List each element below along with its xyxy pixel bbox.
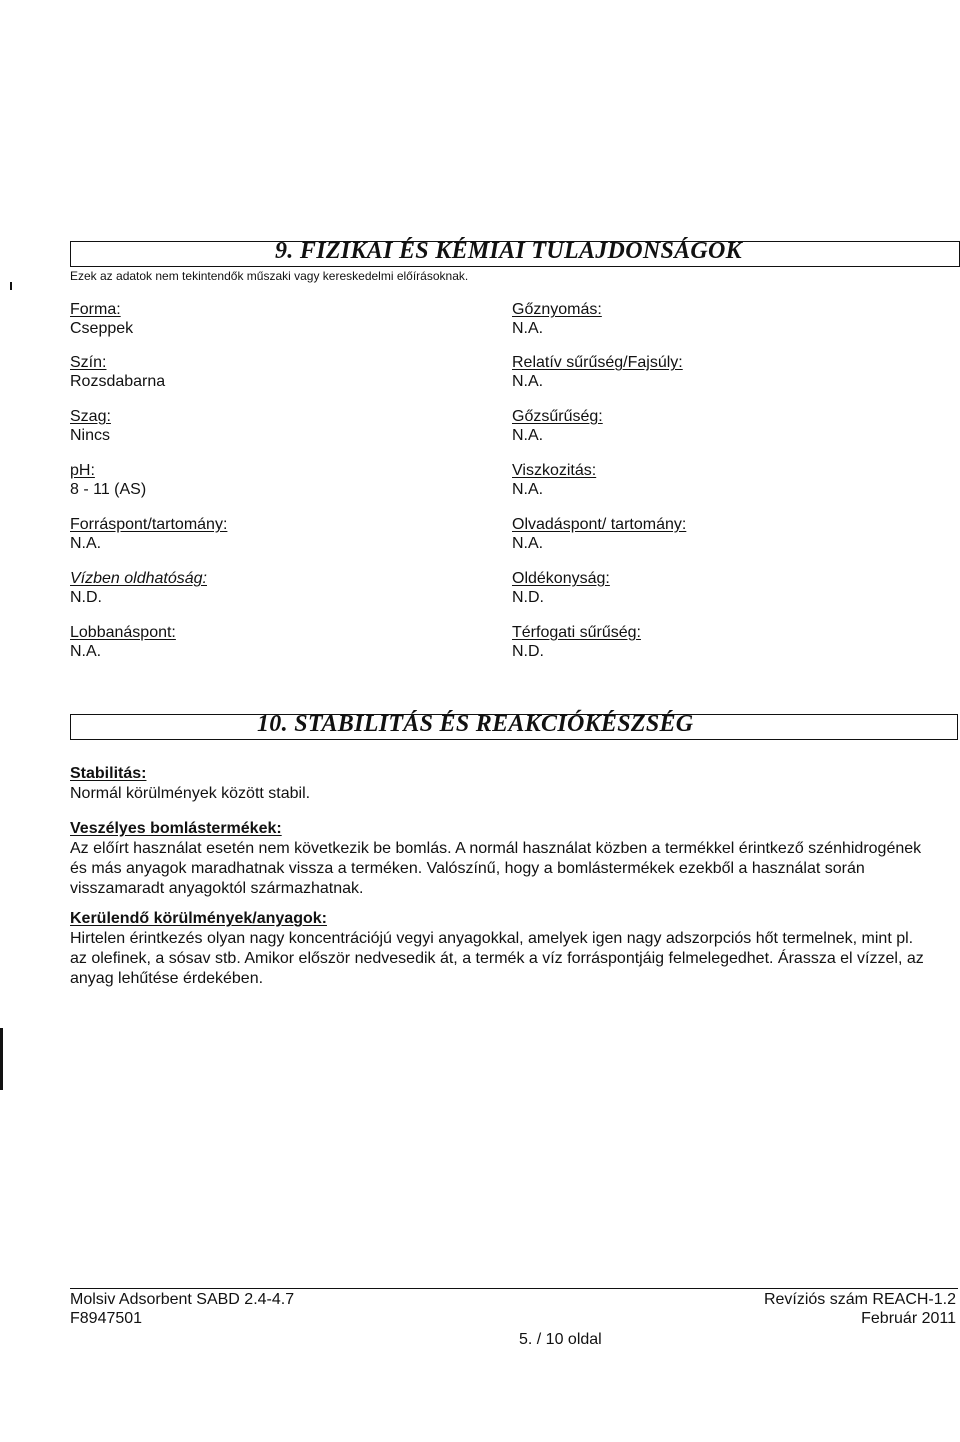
prop-label: Vízben oldhatóság: (70, 570, 207, 587)
footer-product: Molsiv Adsorbent SABD 2.4-4.7 (70, 1291, 295, 1308)
prop-color (70, 353, 400, 391)
prop-label: Térfogati sűrűség: (512, 624, 641, 641)
prop-solubility (512, 569, 842, 607)
decomposition-line: és más anyagok maradhatnak vissza a terméken. Valószínű, hogy a bomlástermékek ezekből a használat során (70, 860, 865, 877)
footer-revision: Revíziós szám REACH-1.2 (763, 1291, 956, 1308)
prop-value: N.A. (70, 535, 102, 552)
footer-date: Február 2011 (861, 1310, 956, 1327)
footer-page-number: 5. / 10 oldal (519, 1331, 602, 1348)
decomposition-line: visszamaradt anyagoktól származhatnak. (70, 880, 364, 897)
prop-value: 8 - 11 (AS) (70, 481, 147, 498)
prop-label: Forráspont/tartomány: (70, 516, 228, 533)
prop-relative-density (512, 353, 842, 391)
prop-value: N.D. (512, 643, 544, 660)
avoid-label: Kerülendő körülmények/anyagok: (70, 910, 327, 927)
prop-value: N.D. (70, 589, 102, 606)
section-9-note: Ezek az adatok nem tekintendők műszaki vagy kereskedelmi előírásoknak. (70, 269, 469, 283)
prop-label: Relatív sűrűség/Fajsúly: (512, 354, 683, 371)
prop-label: Lobbanáspont: (70, 624, 176, 641)
section-10-title: 10. STABILITÁS ÉS REAKCIÓKÉSZSÉG (257, 711, 694, 737)
prop-label: Gőzsűrűség: (512, 408, 603, 425)
prop-melting-point (512, 515, 842, 553)
prop-value: N.A. (512, 481, 544, 498)
prop-bulk-density (512, 623, 842, 661)
stability-block (70, 764, 955, 804)
prop-value: N.A. (512, 373, 544, 390)
prop-label: Gőznyomás: (512, 301, 602, 318)
avoid-block (70, 909, 955, 989)
avoid-line: Hirtelen érintkezés olyan nagy koncentrációjú vegyi anyagokkal, amelyek igen nagy adszorpciós hőt termelnek, mint pl. (70, 930, 914, 947)
prop-value: Rozsdabarna (70, 373, 166, 390)
scan-margin-mark (0, 1028, 3, 1090)
prop-label: Forma: (70, 301, 121, 318)
prop-label: pH: (70, 462, 95, 479)
decomposition-label: Veszélyes bomlástermékek: (70, 820, 282, 837)
prop-label: Olvadáspont/ tartomány: (512, 516, 687, 533)
prop-value: N.A. (512, 320, 544, 337)
prop-water-solubility (70, 569, 400, 607)
stability-label: Stabilitás: (70, 765, 147, 782)
prop-label: Oldékonyság: (512, 570, 610, 587)
prop-label: Szín: (70, 354, 107, 371)
footer-divider (70, 1288, 958, 1289)
decomposition-line: Az előírt használat esetén nem következik be bomlás. A normál használat közben a termékkel érintkező szénhidrogének (70, 840, 922, 857)
avoid-line: anyag lehűtése érdekében. (70, 970, 264, 987)
prop-form (70, 300, 400, 338)
scan-margin-mark (10, 282, 12, 290)
prop-value: N.A. (512, 535, 544, 552)
footer-code: F8947501 (70, 1310, 143, 1327)
prop-vapor-pressure (512, 300, 842, 338)
prop-value: N.A. (512, 427, 544, 444)
prop-label: Viszkozitás: (512, 462, 597, 479)
prop-label: Szag: (70, 408, 111, 425)
prop-odor (70, 407, 400, 445)
prop-value: Nincs (70, 427, 111, 444)
prop-ph (70, 461, 400, 499)
prop-value: N.A. (70, 643, 102, 660)
prop-value: Cseppek (70, 320, 134, 337)
avoid-line: az olefinek, a sósav stb. Amikor először nedvesedik át, a termék a víz forráspontjáig felmelegedhet. Árassza el vízzel, az (70, 950, 924, 967)
prop-vapor-density (512, 407, 842, 445)
section-9-title: 9. FIZIKAI ÉS KÉMIAI TULAJDONSÁGOK (275, 238, 742, 264)
prop-flash-point (70, 623, 400, 661)
prop-boiling-point (70, 515, 400, 553)
decomposition-block (70, 819, 955, 899)
prop-viscosity (512, 461, 842, 499)
prop-value: N.D. (512, 589, 544, 606)
stability-text: Normál körülmények között stabil. (70, 785, 311, 802)
